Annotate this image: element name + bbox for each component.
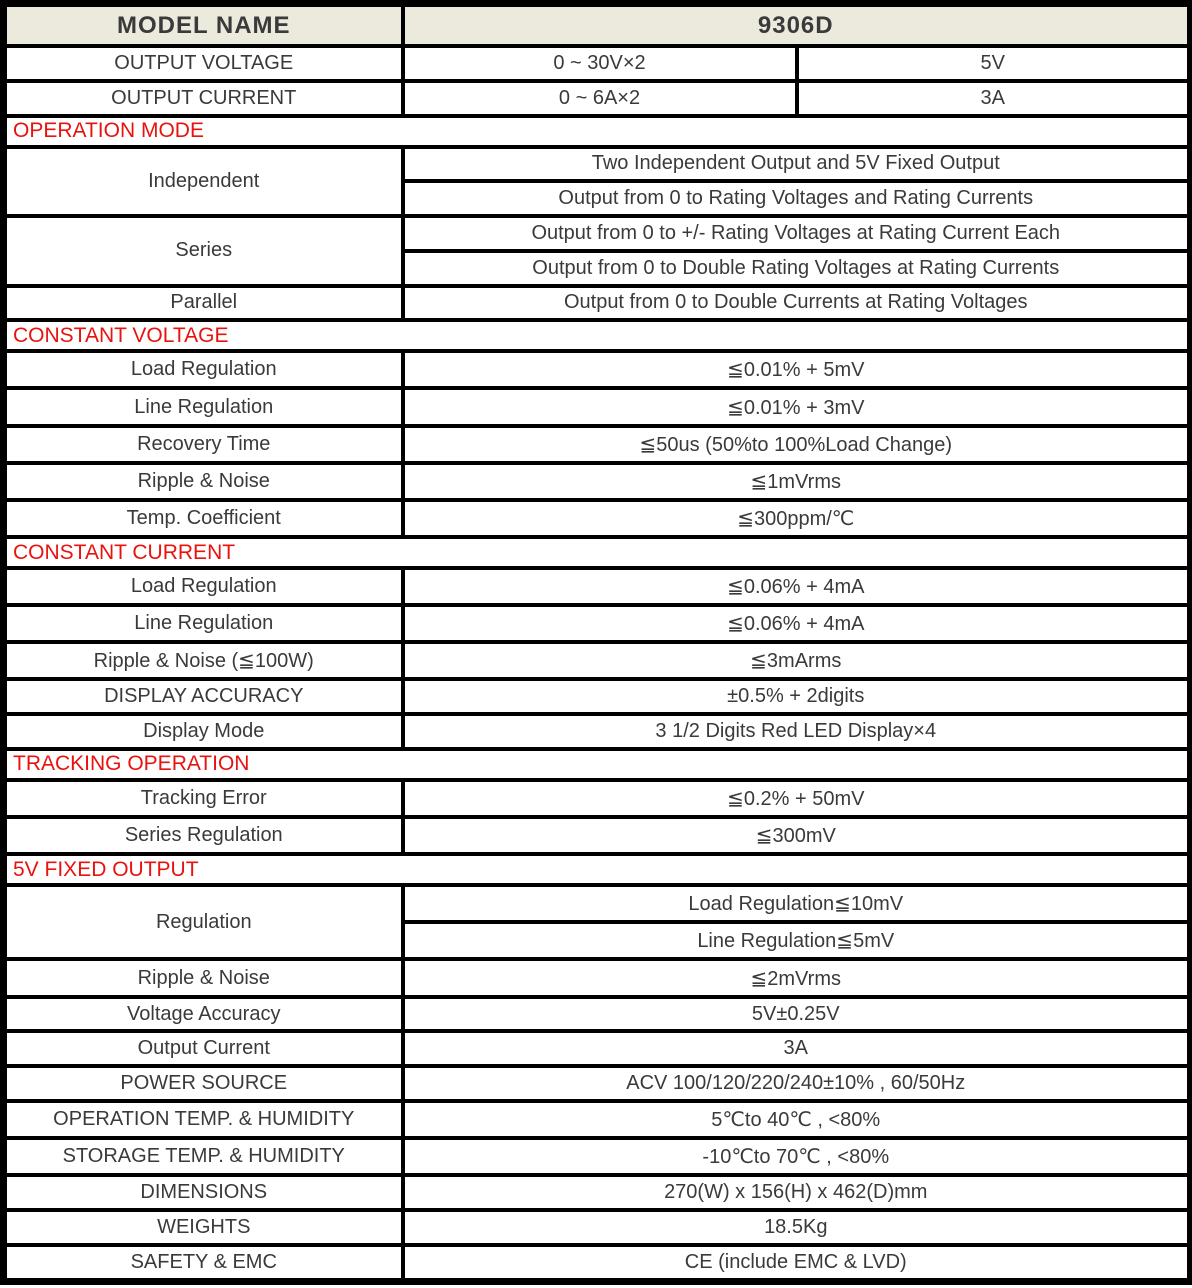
spec-label: Output Current bbox=[4, 1031, 403, 1066]
spec-value: 3 1/2 Digits Red LED Display×4 bbox=[403, 714, 1191, 749]
spec-value: ≦0.01% + 3mV bbox=[403, 388, 1191, 425]
spec-label: Series Regulation bbox=[4, 817, 403, 854]
spec-row bbox=[4, 351, 1191, 388]
model-name-label: MODEL NAME bbox=[4, 4, 403, 47]
section-title-tracking-operation: TRACKING OPERATION bbox=[4, 749, 1191, 780]
section-constant-voltage bbox=[4, 320, 1191, 351]
spec-value: ≦3mArms bbox=[403, 642, 1191, 679]
spec-label: Ripple & Noise bbox=[4, 959, 403, 996]
spec-label: Load Regulation bbox=[4, 351, 403, 388]
spec-value: 5V±0.25V bbox=[403, 997, 1191, 1032]
series-row-1 bbox=[4, 216, 1191, 251]
spec-row bbox=[4, 568, 1191, 605]
spec-label: DIMENSIONS bbox=[4, 1175, 403, 1210]
spec-label: SAFETY & EMC bbox=[4, 1245, 403, 1282]
spec-row bbox=[4, 605, 1191, 642]
spec-value: 5℃to 40℃ , <80% bbox=[403, 1101, 1191, 1138]
section-5v-fixed-output bbox=[4, 854, 1191, 885]
spec-value: 3A bbox=[403, 1031, 1191, 1066]
spec-row bbox=[4, 1101, 1191, 1138]
output-current-dual-value: 0 ~ 6A×2 bbox=[403, 81, 797, 116]
parallel-label: Parallel bbox=[4, 286, 403, 321]
spec-row bbox=[4, 714, 1191, 749]
series-desc-1: Output from 0 to +/- Rating Voltages at Rating Current Each bbox=[403, 216, 1191, 251]
section-tracking-operation bbox=[4, 749, 1191, 780]
spec-label: Load Regulation bbox=[4, 568, 403, 605]
independent-desc-1: Two Independent Output and 5V Fixed Output bbox=[403, 147, 1191, 182]
spec-value: -10℃to 70℃ , <80% bbox=[403, 1138, 1191, 1175]
spec-row bbox=[4, 1210, 1191, 1245]
spec-row bbox=[4, 997, 1191, 1032]
spec-label: Temp. Coefficient bbox=[4, 500, 403, 537]
spec-label: STORAGE TEMP. & HUMIDITY bbox=[4, 1138, 403, 1175]
spec-value: ≦1mVrms bbox=[403, 463, 1191, 500]
output-voltage-fixed-value: 5V bbox=[797, 46, 1191, 81]
spec-row bbox=[4, 463, 1191, 500]
spec-value: ≦0.2% + 50mV bbox=[403, 780, 1191, 817]
spec-row bbox=[4, 1031, 1191, 1066]
spec-value: 18.5Kg bbox=[403, 1210, 1191, 1245]
spec-value: ≦50us (50%to 100%Load Change) bbox=[403, 426, 1191, 463]
spec-label: Line Regulation bbox=[4, 388, 403, 425]
regulation-row-1 bbox=[4, 885, 1191, 922]
output-voltage-label: OUTPUT VOLTAGE bbox=[4, 46, 403, 81]
spec-label: POWER SOURCE bbox=[4, 1066, 403, 1101]
independent-row-1 bbox=[4, 147, 1191, 182]
output-current-fixed-value: 3A bbox=[797, 81, 1191, 116]
regulation-desc-2: Line Regulation≦5mV bbox=[403, 922, 1191, 959]
independent-desc-2: Output from 0 to Rating Voltages and Rating Currents bbox=[403, 181, 1191, 216]
spec-value: ≦300mV bbox=[403, 817, 1191, 854]
section-operation-mode bbox=[4, 116, 1191, 147]
spec-value: ≦0.01% + 5mV bbox=[403, 351, 1191, 388]
spec-label: Recovery Time bbox=[4, 426, 403, 463]
output-current-label: OUTPUT CURRENT bbox=[4, 81, 403, 116]
spec-row bbox=[4, 388, 1191, 425]
spec-label: Ripple & Noise (≦100W) bbox=[4, 642, 403, 679]
spec-row bbox=[4, 1138, 1191, 1175]
spec-label: DISPLAY ACCURACY bbox=[4, 679, 403, 714]
spec-value: ≦2mVrms bbox=[403, 959, 1191, 996]
section-constant-current bbox=[4, 537, 1191, 568]
spec-label: Line Regulation bbox=[4, 605, 403, 642]
spec-row bbox=[4, 959, 1191, 996]
series-desc-2: Output from 0 to Double Rating Voltages at Rating Currents bbox=[403, 251, 1191, 286]
independent-label: Independent bbox=[4, 147, 403, 217]
section-title-constant-current: CONSTANT CURRENT bbox=[4, 537, 1191, 568]
output-voltage-row bbox=[4, 46, 1191, 81]
output-current-row bbox=[4, 81, 1191, 116]
parallel-row bbox=[4, 286, 1191, 321]
spec-row bbox=[4, 642, 1191, 679]
spec-row bbox=[4, 1175, 1191, 1210]
spec-value: 270(W) x 156(H) x 462(D)mm bbox=[403, 1175, 1191, 1210]
spec-row bbox=[4, 1245, 1191, 1282]
spec-value: CE (include EMC & LVD) bbox=[403, 1245, 1191, 1282]
spec-label: Tracking Error bbox=[4, 780, 403, 817]
spec-row bbox=[4, 426, 1191, 463]
section-title-operation-mode: OPERATION MODE bbox=[4, 116, 1191, 147]
regulation-label: Regulation bbox=[4, 885, 403, 959]
series-label: Series bbox=[4, 216, 403, 286]
spec-value: ≦0.06% + 4mA bbox=[403, 605, 1191, 642]
section-title-constant-voltage: CONSTANT VOLTAGE bbox=[4, 320, 1191, 351]
spec-value: ≦0.06% + 4mA bbox=[403, 568, 1191, 605]
spec-value: ≦300ppm/℃ bbox=[403, 500, 1191, 537]
spec-label: Voltage Accuracy bbox=[4, 997, 403, 1032]
spec-row bbox=[4, 1066, 1191, 1101]
spec-label: OPERATION TEMP. & HUMIDITY bbox=[4, 1101, 403, 1138]
spec-value: ±0.5% + 2digits bbox=[403, 679, 1191, 714]
spec-value: ACV 100/120/220/240±10% , 60/50Hz bbox=[403, 1066, 1191, 1101]
output-voltage-dual-value: 0 ~ 30V×2 bbox=[403, 46, 797, 81]
regulation-desc-1: Load Regulation≦10mV bbox=[403, 885, 1191, 922]
spec-label: Ripple & Noise bbox=[4, 463, 403, 500]
spec-row bbox=[4, 817, 1191, 854]
spec-row bbox=[4, 780, 1191, 817]
spec-row bbox=[4, 500, 1191, 537]
parallel-desc: Output from 0 to Double Currents at Rating Voltages bbox=[403, 286, 1191, 321]
model-name-value: 9306D bbox=[403, 4, 1191, 47]
spec-row bbox=[4, 679, 1191, 714]
spec-label: Display Mode bbox=[4, 714, 403, 749]
section-title-5v-fixed-output: 5V FIXED OUTPUT bbox=[4, 854, 1191, 885]
spec-label: WEIGHTS bbox=[4, 1210, 403, 1245]
model-name-row bbox=[4, 4, 1191, 47]
